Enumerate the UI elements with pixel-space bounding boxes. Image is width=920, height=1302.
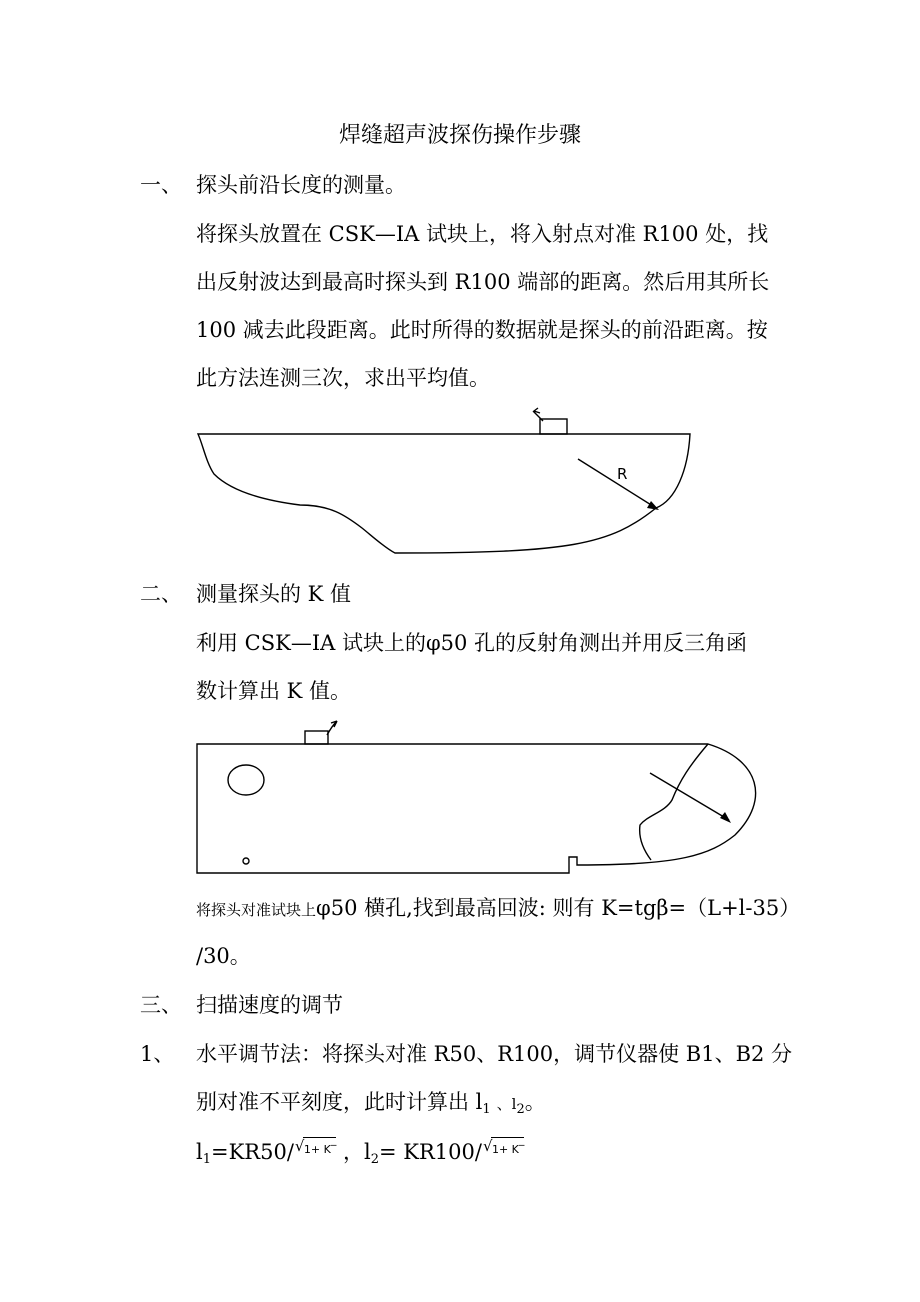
figure-2-hole-large [228,765,264,795]
sqrt-1: √ 1+ K‾ [294,1137,337,1156]
l2-subscript: 2 [516,1102,525,1117]
section-2-note-continued: /30。 [196,944,251,968]
section-2-note-prefix: 将探头对准试块上 [196,901,317,919]
figure-1-arrowhead [647,501,659,510]
formula-l2-expression: = KR100/ [379,1140,482,1164]
figure-2-probe-wire [327,721,337,735]
section-1-line-2: 出反射波达到最高时探头到 R100 端部的距离。然后用其所长 [196,270,770,294]
section-2-note [196,896,800,922]
formula-l1-expression: =KR50/ [211,1140,294,1164]
page-title: 焊缝超声波探伤操作步骤 [338,123,581,148]
section-1-line-1: 将探头放置在 CSK—ⅠA 试块上，将入射点对准 R100 处，找 [196,222,769,246]
figure-2-hole-small [243,858,249,864]
item-1-separator: 、l [496,1095,517,1113]
item-1-line-end: 。 [524,1090,546,1114]
figure-2-arrowhead [720,812,731,823]
section-1-heading: 探头前沿长度的测量。 [196,173,406,197]
formula-l1-subscript: 1 [202,1152,211,1167]
item-1-number: 1、 [140,1042,175,1066]
item-1-line-2 [196,1090,546,1116]
section-2-number: 二、 [140,582,182,606]
formula-separator: ，l [336,1140,371,1164]
section-3-number: 三、 [140,993,182,1017]
section-1-number: 一、 [140,173,182,197]
sqrt-2: √ 1+ K‾ [482,1137,525,1156]
sqrt-2-radicand: 1+ K [491,1143,519,1156]
sqrt-1-superscript: ‾ [330,1143,337,1156]
l1-subscript: 1 [482,1102,491,1117]
item-1-line-2-text: 别对准不平刻度，此时计算出 l [196,1090,483,1114]
item-1-line-1: 水平调节法：将探头对准 R50、R100，调节仪器使 B1、B2 分 [196,1042,793,1066]
sqrt-2-superscript: ‾ [518,1143,525,1156]
formula-l1: l [196,1140,203,1164]
figure-2-beam-line [650,773,729,820]
figure-2-arc [640,744,708,860]
section-2-line-1: 利用 CSK—ⅠA 试块上的φ50 孔的反射角测出并用反三角函 [196,631,748,655]
formula-l2-subscript: 2 [370,1152,380,1167]
figure-1-radius-label: R [617,465,628,483]
sqrt-1-radicand: 1+ K [303,1143,331,1156]
section-2-heading: 测量探头的 K 值 [196,582,352,606]
formula-line [196,1137,525,1167]
section-1-line-3: 100 减去此段距离。此时所得的数据就是探头的前沿距离。按 [196,318,768,342]
figure-2-outline [197,744,756,873]
figure-1-probe-wire [533,408,543,421]
figure-1-outline [198,434,690,553]
figure-2-probe [305,731,328,744]
section-1-line-4: 此方法连测三次，求出平均值。 [196,366,490,390]
figure-1-probe [540,419,567,434]
section-2-line-2: 数计算出 K 值。 [196,679,352,703]
section-3-heading: 扫描速度的调节 [196,993,343,1017]
section-2-note-main: φ50 横孔,找到最高回波: 则有 K=tgβ=（L+l-35） [316,896,801,920]
